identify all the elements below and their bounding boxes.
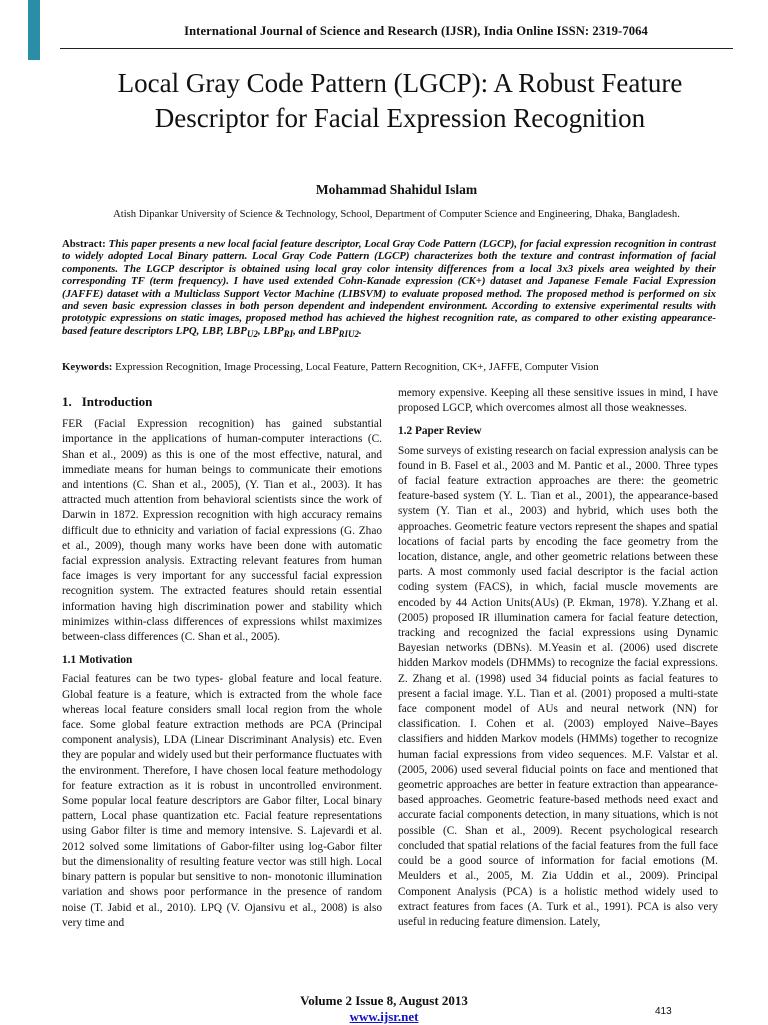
author-affiliation: Atish Dipankar University of Science & Technology, School, Department of Computer Science and Engineering, Dhaka, Bangladesh. [113,209,680,220]
abstract-sub-u2: U2 [246,329,258,339]
right-column [398,386,718,930]
abstract-text: This paper presents a new local facial feature descriptor, Local Gray Code Pattern (LGCP), for facial expression recognition in contrast to widely adopted Local Binary pattern. Local Gray Code Pattern (LGCP) characterizes both the texture and contrast information of facial components. The LGCP descriptor is obtained using local gray color intensity differences from a local 3x3 pixels area weighted by their corresponding TF (term frequency). I have used extended Cohn-Kanade expression (CK+) dataset and Japanese Female Facial Expression (JAFFE) dataset with a Multiclass Support Vector Machine (LIBSVM) to evaluate proposed method. The proposed method is performed on six and seven basic expression classes in both person dependent and independent environment. According to extensive experimental results with prototypic expressions on static images, proposed method has achieved the highest recognition rate, as compared to other existing appearance-based feature descriptors LPQ, LBP, LBP [62,238,716,337]
subsection-heading-paper-review: 1.2 Paper Review [398,425,482,438]
author-name: Mohammad Shahidul Islam [315,182,478,197]
abstract-end: . [358,324,362,337]
left-column [62,394,382,931]
journal-header: International Journal of Science and Research (IJSR), India Online ISSN: 2319-7064 [184,24,648,38]
keywords-text: Expression Recognition, Image Processing, Local Feature, Pattern Recognition, CK+, JAFFE, Computer Vision [115,361,599,373]
paper-review-paragraph: Some surveys of existing research on facial expression analysis can be found in B. Fasel et al., 2003 and M. Pantic et al., 2000. Three types of facial feature extraction approaches are there: the geometric feature-based system (Y. L. Tian et al., 2001), the appearance-based system (Y. Tian et al., 2003) and hybrid, which uses both the approaches. Geometric feature vectors represent the shapes and spatial locations of facial parts by encoding the face geometry from the location, distance, angle, and other geometric relations between these parts. A most commonly used facial descriptor is the facial action coding system (FACS), in which, facial muscle movements are encoded by 44 Action Units(AUs) (P. Ekman, 1978). Y.Zhang et al. (2005) proposed IR illumination camera for facial feature detection, tracking and recognized the facial expressions using Dynamic Bayesian networks (DBNs). M.Yeasin et al. (2006) used discrete hidden Markov models (DHMMs) to recognize the facial expressions. Z. Zhang et al. (1998) used 34 fiducial points as facial features to present a facial image. Y.L. Tian et al. (2001) proposed a multi-state face component model of AUs and neural network (NN) for classification. I. Cohen et al. (2003) employed Naive–Bayes classifiers and hidden Markov models (HMMs) together to recognize human facial expressions from video sequences. M.F. Valstar et al. (2005, 2006) used several fiducial points on face and mentioned that geometric approaches are better in feature extraction than appearance-based approaches. Geometric feature-based methods need exact and accurate facial components detection, in many situations, which is not possible (C. Shan et al., 2009). Recent psychological research concluded that spatial relations of the facial features from the full face could be a good source of information for facial emotions (M. Meulders et al., 2005, M. Zia Uddin et al., 2009). Principal Component Analysis (PCA) is a holistic method widely used to extract features from faces (A. Turk et al., 1991). PCA is also very useful in reducing feature dimension. Lately, [398,444,718,928]
journal-side-tab [28,0,40,60]
motivation-paragraph: Facial features can be two types- global feature and local feature. Global feature is a feature, which is extracted from the whole face whereas local feature considers small local region from the whole face. Some global feature extraction methods are PCA (Principal component analysis), LDA (Linear Discriminant Analysis) etc. Even they are popular and widely used but their performance fluctuates with the environment. Therefore, I have chosen local feature methodology for feature extraction as it is robust in uncontrolled environment. Some popular local feature descriptors are Gabor filter, Local binary pattern, Local phase quantization etc. Facial feature representations using Gabor filter is time and memory intensive. S. Lajevardi et al. 2012 solved some limitations of Gabor-filter using log-Gabor filter but the dimensionality of resulting feature vector was still high. Local binary pattern is popular but sensitive to non- monotonic illumination variation and shows poor performance in the presence of random noise (T. Jabid et al., 2010). LPQ (V. Ojansivu et al., 2008) is also very time and [62,673,382,929]
page-number: 413 [655,1006,672,1017]
section-title: Introduction [81,394,153,409]
motivation-continued: memory expensive. Keeping all these sensitive issues in mind, I have proposed LGCP, which overcomes almost all those weaknesses. [398,387,718,415]
abstract-sub-ri: RI [283,329,294,339]
abstract [62,238,716,340]
introduction-paragraph: FER (Facial Expression recognition) has gained substantial importance in the applications of human-computer interactions (C. Shan et al., 2009) as this is one of the most effective, natural, and immediate means for human beings to communicate their emotions and intentions (C. Shan et al., 2005), (Y. Tian et al., 2003). It has attracted much attention from behavioral scientists since the work of Darwin in 1872. Expression recognition with high accuracy remains difficult due to ethnicity and variation of facial expressions (G. Zhao et al., 2009), though many works have been done with automatic facial expression analysis. Extracting relevant features from human face images is very important for any successful facial expression recognition system. The extracted features should retain essential information having high discrimination power and stability which minimizes within-class differences of expressions whilst maximizes between-class differences (C. Shan et al., 2005). [62,418,382,644]
section-heading-introduction [62,394,382,409]
abstract-sub-riu2: RIU2 [338,329,359,339]
section-number: 1. [62,394,72,409]
subsection-heading-motivation: 1.1 Motivation [62,654,133,667]
footer-volume: Volume 2 Issue 8, August 2013 [300,993,468,1008]
abstract-and: , and LBP [293,324,339,337]
footer-url-link[interactable]: www.ijsr.net [349,1009,419,1024]
header-rule [60,48,733,49]
abstract-comma: , LBP [257,324,284,337]
paper-title: Local Gray Code Pattern (LGCP): A Robust Feature Descriptor for Facial Expression Recognition [117,68,683,133]
keywords-label: Keywords: [62,361,113,373]
keywords [62,361,722,373]
abstract-label: Abstract: [62,238,106,250]
